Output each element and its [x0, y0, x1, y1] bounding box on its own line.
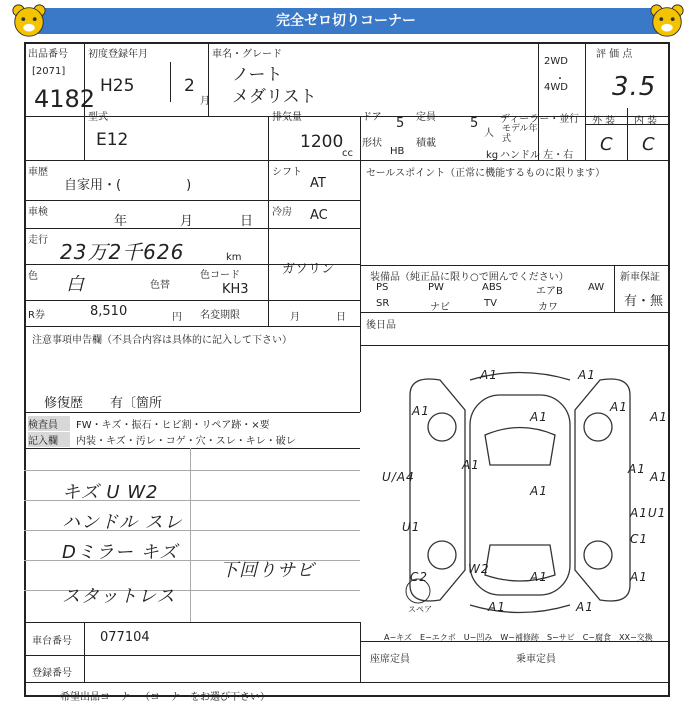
shift-value: AT [310, 176, 326, 191]
color-code-value: KH3 [222, 282, 249, 297]
model-value: E12 [96, 130, 129, 150]
damage-mark: A1 [630, 570, 648, 584]
shape-value: HB [390, 146, 405, 157]
equip-pw: PW [428, 282, 444, 293]
wheel-front-left-icon [428, 413, 456, 441]
bear-mascot-left-icon [10, 2, 48, 40]
repair-value: 有〔箇所 [110, 396, 163, 411]
first-reg-era: H25 [100, 76, 135, 96]
interior-label: 内 装 [634, 116, 658, 127]
sales-point-label: セールスポイント（正常に機能するものに限ります） [366, 168, 606, 179]
lot-label: 出品番号 [28, 49, 68, 60]
car-damage-diagram [370, 355, 666, 630]
equip-abs: ABS [482, 282, 502, 293]
exterior-label: 外 装 [592, 116, 616, 127]
exterior-grade: C [600, 134, 614, 155]
drive-4wd: 4WD [544, 82, 568, 93]
damage-mark: A1 [650, 410, 668, 424]
inspector-row1: FW・キズ・振石・ヒビ割・リペア跡・×要 [76, 420, 270, 431]
first-reg-month-unit: 月 [200, 96, 210, 107]
history-value: 自家用・( ) [64, 178, 192, 193]
doors-value: 5 [396, 116, 405, 131]
damage-mark: A1 [578, 368, 596, 382]
interior-grade: C [642, 134, 656, 155]
corner-title-banner: 完全ゼロ切りコーナー [28, 8, 664, 34]
equip-aw: AW [588, 282, 605, 293]
handle-label: ハンドル 左・右 [500, 150, 574, 161]
aircon-value: AC [310, 208, 328, 223]
shift-label: シフト [272, 167, 302, 178]
model-label: 型式 [88, 112, 108, 123]
capacity-label: 定員 [416, 112, 436, 123]
recycle-label: R券 [28, 310, 45, 321]
remark-4: 下回りサビ [220, 560, 315, 581]
windshield-outline [485, 428, 555, 466]
equip-tv: TV [484, 298, 497, 309]
aircon-label: 冷房 [272, 207, 292, 218]
warranty-label: 新車保証 [620, 272, 660, 283]
bear-mascot-right-icon [648, 2, 686, 40]
equip-sr: SR [376, 298, 390, 309]
remark-3: Dミラー キズ [62, 542, 179, 563]
load-label: 積載 [416, 138, 436, 149]
lot-year-code: [2071] [32, 66, 66, 77]
shape-label: 形状 [362, 138, 382, 149]
wheel-rear-left-icon [428, 541, 456, 569]
mileage-value: 23万2千626 [60, 240, 185, 264]
chassis-label: 車台番号 [32, 636, 72, 647]
equip-ps: PS [376, 282, 389, 293]
wheel-rear-right-icon [584, 541, 612, 569]
damage-mark: A1 [462, 458, 480, 472]
registration-label: 登録番号 [32, 668, 72, 679]
repair-label: 修復歴 [44, 396, 84, 411]
color-label: 色 [28, 271, 38, 282]
warranty-value: 有・無 [624, 294, 664, 309]
capacity-unit: 人 [484, 128, 494, 139]
displacement-value: 1200 [300, 132, 344, 152]
notes-label: 注意事項申告欄（不具合内容は具体的に記入して下さい） [32, 335, 292, 346]
damage-mark: A1U1 [630, 506, 667, 520]
inspection-year: 年 [114, 214, 128, 229]
inspector-row2: 内装・キズ・汚レ・コゲ・穴・スレ・キレ・破レ [76, 436, 296, 447]
first-reg-label: 初度登録年月 [88, 49, 148, 60]
damage-mark: A1 [480, 368, 498, 382]
color-change-label: 色替 [150, 280, 170, 291]
wheel-front-right-icon [584, 413, 612, 441]
displacement-label: 排気量 [272, 112, 302, 123]
car-grade-value: メダリスト [232, 87, 317, 107]
damage-mark: W2 [468, 562, 490, 576]
drive-2wd: 2WD [544, 56, 568, 67]
inspector-label2: 記入欄 [28, 432, 70, 447]
damage-mark: A1 [530, 484, 548, 498]
score-label: 評 価 点 [596, 49, 633, 60]
lot-number: 4182 [34, 85, 96, 113]
chassis-value: 077104 [100, 630, 150, 645]
damage-legend: A−キズ E−エクボ U−凹み W−補修跡 S−サビ C−腐食 XX−交換 [384, 633, 653, 642]
equipment-label: 装備品（純正品に限り○で囲んでください） [370, 272, 569, 283]
damage-mark: C1 [630, 532, 649, 546]
inspection-day: 日 [240, 214, 254, 229]
load-unit: kg [486, 150, 499, 161]
damage-mark: A1 [530, 570, 548, 584]
damage-mark: A1 [650, 470, 668, 484]
model-year-label: モデル年式 [502, 124, 538, 144]
score-value: 3.5 [612, 72, 657, 102]
damage-mark: A1 [610, 400, 628, 414]
inspection-month: 月 [180, 214, 194, 229]
seat-label: 座席定員 [370, 654, 410, 665]
damage-mark: C2 [410, 570, 429, 584]
deadline-day: 日 [336, 312, 346, 323]
inspection-label: 車検 [28, 207, 48, 218]
dealer-label: ディーラー・並行 [500, 114, 580, 125]
mileage-label: 走行 [28, 235, 48, 246]
damage-mark: A1 [576, 600, 594, 614]
displacement-unit: cc [342, 148, 353, 159]
footer-corner: 希望出品コーナー（コーナーをお選び下さい） [60, 692, 270, 703]
car-name-value: ノート [232, 65, 283, 85]
seat-value: 乗車定員 [516, 654, 556, 665]
spare-label: スペア [408, 605, 432, 614]
car-name-label: 車名・グレード [212, 49, 282, 60]
equip-leather: カワ [538, 302, 558, 313]
recycle-unit: 円 [172, 312, 182, 323]
deadline-label: 名変期限 [200, 310, 240, 321]
remark-2: ハンドル スレ [62, 512, 183, 533]
rear-bumper-outline [470, 605, 570, 613]
damage-mark: A1 [412, 404, 430, 418]
rear-seat-label: 後日品 [366, 320, 396, 331]
first-reg-month: 2 [184, 76, 195, 96]
inspector-label: 検査員 [28, 416, 70, 431]
equip-airbag: エアB [536, 286, 563, 297]
damage-mark: U1 [402, 520, 421, 534]
history-label: 車歴 [28, 167, 48, 178]
color-code-label: 色コード [200, 270, 240, 281]
fuel-value: ガソリン [282, 262, 335, 277]
remark-1: キズ U W2 [62, 482, 159, 503]
damage-mark: A1 [628, 462, 646, 476]
damage-mark: A1 [488, 600, 506, 614]
recycle-value: 8,510 [90, 304, 128, 319]
damage-mark: A1 [530, 410, 548, 424]
equip-navi: ナビ [430, 302, 450, 313]
color-value: 白 [66, 274, 85, 295]
deadline-month: 月 [290, 312, 300, 323]
damage-mark: U/A4 [382, 470, 415, 484]
mileage-unit: km [226, 252, 242, 263]
doors-label: ドア [362, 112, 382, 123]
remark-5: スタットレス [62, 586, 176, 607]
capacity-value: 5 [470, 116, 479, 131]
